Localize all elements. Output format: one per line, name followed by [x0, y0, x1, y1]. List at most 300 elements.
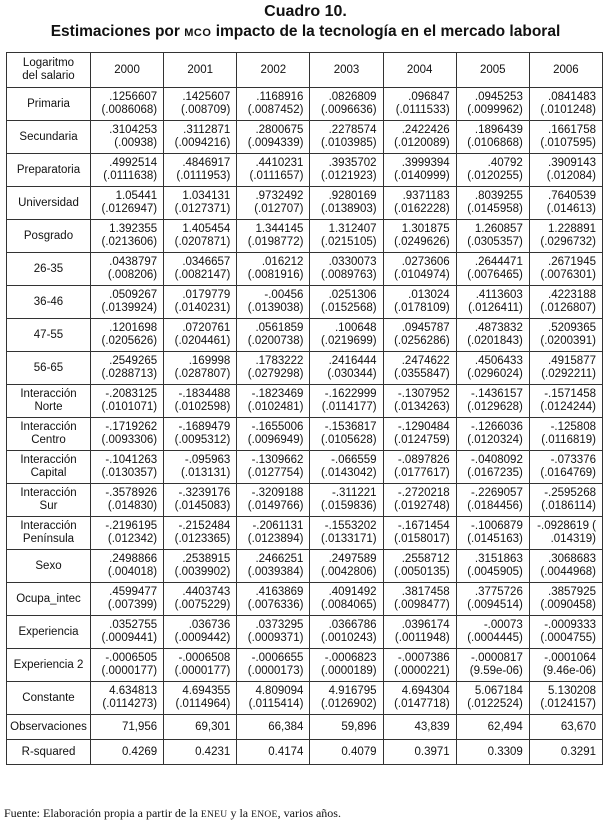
estimate-cell [529, 187, 602, 220]
standard-error: (.0095312) [174, 434, 231, 446]
standard-error: (.0010243) [320, 632, 377, 644]
coefficient: .0438797 [109, 256, 158, 268]
standard-error: (.0192748) [394, 500, 450, 512]
standard-error: (.0039902) [174, 566, 231, 578]
coefficient: -.1834488 [178, 388, 231, 400]
standard-error: (.0159836) [320, 500, 377, 512]
row-label [7, 649, 91, 682]
title-abbrev: MCO [184, 27, 212, 39]
coefficient: -.1553202 [324, 520, 377, 532]
coefficient: .013024 [408, 289, 450, 301]
standard-error: (.0200391) [540, 335, 596, 347]
estimate-cell [237, 451, 310, 484]
standard-error: (.0127371) [174, 203, 231, 215]
estimate-cell [529, 451, 602, 484]
row-label-line: Constante [22, 691, 75, 704]
coefficient: .4506433 [474, 355, 523, 367]
year-header: 2006 [529, 53, 602, 88]
coefficient: -.1719262 [105, 421, 158, 433]
standard-error: (.0122524) [467, 698, 523, 710]
table-row [7, 616, 603, 649]
row-label-line: Preparatoria [16, 163, 81, 176]
stat-value: 63,670 [529, 715, 602, 740]
row-label [7, 187, 91, 220]
estimate-cell [529, 154, 602, 187]
coefficient: .1201698 [109, 322, 158, 334]
standard-error: (.0004755) [540, 632, 596, 644]
stat-label: Observaciones [7, 715, 91, 740]
estimate-cell [310, 121, 383, 154]
estimate-cell [529, 484, 602, 517]
standard-error: (.030344) [327, 368, 377, 380]
standard-error: (.012342) [107, 533, 158, 545]
coefficient: -.1006879 [471, 520, 523, 532]
standard-error: (.004018) [107, 566, 158, 578]
coefficient: 4.694304 [401, 685, 450, 697]
coefficient: .0561859 [255, 322, 304, 334]
standard-error: (.0145163) [467, 533, 523, 545]
coefficient: -.2196195 [105, 520, 158, 532]
estimate-cell [529, 121, 602, 154]
table-title [0, 22, 611, 43]
coefficient: .4091492 [328, 586, 377, 598]
coefficient: .3112871 [183, 124, 231, 136]
coefficient: 1.301875 [401, 223, 450, 235]
estimate-cell [237, 649, 310, 682]
table-row [7, 517, 603, 550]
coefficient: .0826809 [328, 91, 377, 103]
estimate-cell [529, 352, 602, 385]
table-row [7, 418, 603, 451]
stat-value: 0.4231 [164, 740, 237, 765]
coefficient: -.2152484 [178, 520, 231, 532]
estimate-cell [310, 649, 383, 682]
standard-error: (.0158017) [394, 533, 450, 545]
estimate-cell [237, 154, 310, 187]
estimate-cell [529, 385, 602, 418]
row-label-line: Ocupa_intec [16, 592, 81, 605]
coefficient: .4410231 [255, 157, 304, 169]
estimate-cell [383, 253, 456, 286]
stat-row [7, 740, 603, 765]
standard-error: (.0009441) [101, 632, 158, 644]
standard-error: (.00938) [114, 137, 158, 149]
coefficient: .0273606 [401, 256, 450, 268]
row-label [7, 253, 91, 286]
coefficient: .0373295 [255, 619, 304, 631]
coefficient: 1.05441 [115, 190, 158, 202]
estimate-cell [237, 484, 310, 517]
standard-error: (.0111953) [176, 170, 231, 182]
standard-error: (.0162228) [394, 203, 450, 215]
standard-error: (.008709) [181, 104, 231, 116]
estimate-cell [164, 385, 237, 418]
coefficient: -.0000817 [471, 652, 523, 664]
standard-error: (.0147718) [394, 698, 450, 710]
coefficient: -.1622999 [324, 388, 377, 400]
standard-error: (.0009442) [174, 632, 231, 644]
stat-value: 0.4079 [310, 740, 383, 765]
estimate-cell [237, 187, 310, 220]
row-label [7, 418, 91, 451]
estimate-cell [164, 187, 237, 220]
standard-error: (.0000177) [101, 665, 158, 677]
year-header: 2003 [310, 53, 383, 88]
standard-error: (.0107595) [540, 137, 596, 149]
standard-error: (.0087452) [247, 104, 304, 116]
estimate-cell [91, 550, 164, 583]
estimate-cell [456, 253, 529, 286]
estimate-cell [456, 682, 529, 715]
standard-error: (.0292211) [541, 368, 596, 380]
year-header: 2002 [237, 53, 310, 88]
source-abbrev-2: ENOE [251, 810, 278, 820]
standard-error: (.0140231) [174, 302, 231, 314]
standard-error: (.0114177) [321, 401, 377, 413]
coefficient: .4223188 [548, 289, 596, 301]
coefficient: -.3578926 [105, 487, 158, 499]
coefficient: -.0006508 [178, 652, 231, 664]
standard-error: (.0076336) [247, 599, 304, 611]
estimate-cell [91, 154, 164, 187]
standard-error: (.0296732) [540, 236, 596, 248]
standard-error: (.0094216) [174, 137, 231, 149]
standard-error: (.0178109) [394, 302, 450, 314]
coefficient: .3857925 [548, 586, 596, 598]
standard-error: (.0104974) [394, 269, 450, 281]
standard-error: (.0120089) [394, 137, 450, 149]
standard-error: (.0126902) [320, 698, 377, 710]
estimate-cell [164, 154, 237, 187]
row-label-line: Secundaria [19, 130, 78, 143]
coefficient: -.1571458 [544, 388, 596, 400]
coefficient: -.2720218 [397, 487, 450, 499]
row-label-line: Península [22, 533, 75, 545]
row-label [7, 319, 91, 352]
coefficient: 5.130208 [548, 685, 596, 697]
table-row [7, 352, 603, 385]
coefficient: .3151863 [474, 553, 523, 565]
estimate-cell [529, 550, 602, 583]
estimate-cell [456, 121, 529, 154]
coefficient: -.1290484 [397, 421, 450, 433]
estimate-cell [383, 154, 456, 187]
standard-error: (.0288713) [101, 368, 158, 380]
coefficient: -.125808 [550, 421, 596, 433]
coefficient: 4.809094 [255, 685, 304, 697]
coefficient: .2278574 [328, 124, 377, 136]
table-number: Cuadro 10. [264, 3, 347, 20]
estimate-cell [91, 220, 164, 253]
estimate-cell [91, 253, 164, 286]
estimate-cell [529, 220, 602, 253]
estimate-cell [529, 649, 602, 682]
standard-error: (.0140999) [394, 170, 450, 182]
standard-error: (.0094514) [467, 599, 523, 611]
coefficient: .2422426 [401, 124, 450, 136]
row-label [7, 385, 91, 418]
estimate-cell [456, 649, 529, 682]
estimate-cell [91, 517, 164, 550]
estimate-cell [456, 352, 529, 385]
standard-error: (.0090458) [540, 599, 596, 611]
estimate-cell [237, 385, 310, 418]
estimate-cell [164, 451, 237, 484]
estimate-cell [310, 616, 383, 649]
estimate-cell [91, 649, 164, 682]
coefficient: .3068683 [548, 553, 596, 565]
coefficient: -.066559 [331, 454, 377, 466]
row-label-line: Experiencia 2 [13, 658, 84, 671]
row-label-line: Sexo [35, 559, 62, 572]
row-label-line: Interacción [20, 388, 77, 400]
coefficient: .036736 [188, 619, 231, 631]
standard-error: (.0129628) [467, 401, 523, 413]
coefficient: 1.405454 [182, 223, 231, 235]
coefficient: -.2269057 [471, 487, 523, 499]
table-row [7, 550, 603, 583]
coefficient: .4915877 [548, 355, 596, 367]
coefficient: -.1536817 [324, 421, 377, 433]
standard-error: (.0082147) [174, 269, 231, 281]
standard-error: (.0130357) [101, 467, 158, 479]
estimate-cell [237, 88, 310, 121]
estimate-cell [456, 550, 529, 583]
estimate-cell [456, 616, 529, 649]
standard-error: (.0050135) [394, 566, 450, 578]
table-row [7, 154, 603, 187]
coefficient: .8039255 [474, 190, 523, 202]
standard-error: (.0215105) [320, 236, 377, 248]
standard-error: (.0149766) [247, 500, 304, 512]
standard-error: (.0101248) [540, 104, 596, 116]
standard-error: (.0081916) [247, 269, 304, 281]
coefficient: .2466251 [255, 553, 304, 565]
year-header: 2000 [91, 53, 164, 88]
coefficient: .0346657 [182, 256, 231, 268]
standard-error: (.014830) [107, 500, 158, 512]
estimate-cell [164, 517, 237, 550]
standard-error: (.0105628) [320, 434, 377, 446]
table-row [7, 319, 603, 352]
standard-error: (.0249626) [394, 236, 450, 248]
source-pre: Fuente: Elaboración propia a partir de la [4, 806, 201, 820]
coefficient: 5.067184 [474, 685, 523, 697]
coefficient: -.095963 [184, 454, 231, 466]
estimate-cell [310, 451, 383, 484]
estimate-cell [456, 88, 529, 121]
coefficient: .1661758 [548, 124, 596, 136]
estimate-cell [237, 583, 310, 616]
coefficient: .1783222 [255, 355, 304, 367]
coefficient: -.0009333 [544, 619, 596, 631]
estimate-cell [456, 385, 529, 418]
estimate-cell [164, 88, 237, 121]
standard-error: (.0089763) [320, 269, 377, 281]
stat-value: 59,896 [310, 715, 383, 740]
coefficient: -.1689479 [178, 421, 231, 433]
coefficient: .0945253 [474, 91, 523, 103]
table-row [7, 253, 603, 286]
coefficient: .0330073 [328, 256, 377, 268]
coefficient: .096847 [408, 91, 450, 103]
standard-error: (9.59e-06) [469, 665, 523, 677]
standard-error: (.0114273) [102, 698, 158, 710]
stat-label: R-squared [7, 740, 91, 765]
estimate-cell [164, 649, 237, 682]
coefficient: -.1041263 [105, 454, 158, 466]
standard-error: (.0355847) [394, 368, 450, 380]
standard-error: (.0099962) [467, 104, 523, 116]
standard-error: (.0098477) [394, 599, 450, 611]
standard-error: (.0121923) [320, 170, 377, 182]
estimate-cell [456, 220, 529, 253]
coefficient: -.311221 [332, 487, 377, 499]
coefficient: 1.034131 [182, 190, 231, 202]
standard-error: (.0287807) [174, 368, 231, 380]
standard-error: (.0167235) [467, 467, 523, 479]
row-label [7, 682, 91, 715]
coefficient: -.3209188 [251, 487, 304, 499]
coefficient: .4113603 [475, 289, 523, 301]
standard-error: (.0296024) [467, 368, 523, 380]
standard-error: (.014613) [546, 203, 596, 215]
standard-error: (.0198772) [247, 236, 304, 248]
standard-error: (.0084065) [320, 599, 377, 611]
estimate-cell [383, 352, 456, 385]
estimate-cell [164, 121, 237, 154]
standard-error: (.0102481) [247, 401, 304, 413]
estimate-cell [310, 88, 383, 121]
estimate-cell [237, 253, 310, 286]
stat-value: 69,301 [164, 715, 237, 740]
standard-error: (.0124759) [394, 434, 450, 446]
coefficient: .169998 [188, 355, 231, 367]
standard-error: (.0000177) [174, 665, 231, 677]
standard-error: (.0205626) [101, 335, 158, 347]
estimate-cell [237, 517, 310, 550]
table-row [7, 121, 603, 154]
estimate-cell [164, 220, 237, 253]
row-label [7, 451, 91, 484]
estimate-cell [164, 253, 237, 286]
coefficient: -.0007386 [397, 652, 450, 664]
row-label [7, 121, 91, 154]
standard-error: (.0111533) [395, 104, 450, 116]
estimate-cell [310, 286, 383, 319]
standard-error: (.0039384) [247, 566, 304, 578]
coefficient: -.2061131 [252, 520, 304, 532]
coefficient: .0396174 [401, 619, 450, 631]
standard-error: (.0115414) [248, 698, 304, 710]
coefficient: .0366786 [328, 619, 377, 631]
estimate-cell [91, 88, 164, 121]
title-text-post: impacto de la tecnología en el mercado laboral [211, 23, 561, 40]
estimate-cell [383, 550, 456, 583]
row-label-line: Primaria [27, 97, 70, 110]
standard-error: (.0000189) [320, 665, 377, 677]
table-row [7, 220, 603, 253]
standard-error: (.0111638) [103, 170, 158, 182]
standard-error: (.0114964) [175, 698, 231, 710]
table-row [7, 649, 603, 682]
standard-error: (.0126807) [540, 302, 596, 314]
estimate-cell [310, 385, 383, 418]
standard-error: (.0076301) [540, 269, 596, 281]
estimate-cell [310, 187, 383, 220]
estimate-cell [91, 616, 164, 649]
coefficient: .4992514 [109, 157, 158, 169]
year-header: 2004 [383, 53, 456, 88]
row-label-line: Interacción [20, 421, 77, 433]
standard-error: (.0111657) [249, 170, 304, 182]
row-label [7, 352, 91, 385]
coefficient: .2416444 [328, 355, 377, 367]
coefficient: .2474622 [401, 355, 450, 367]
estimate-cell [164, 286, 237, 319]
stat-value: 0.4174 [237, 740, 310, 765]
standard-error: (.013131) [181, 467, 231, 479]
estimate-cell [164, 682, 237, 715]
row-label-line: Norte [34, 401, 63, 413]
row-label [7, 286, 91, 319]
standard-error: (.0164769) [540, 467, 596, 479]
estimate-cell [91, 187, 164, 220]
estimate-cell [91, 385, 164, 418]
coefficient: -.0928619 ( [537, 520, 596, 532]
table-row [7, 682, 603, 715]
row-label [7, 616, 91, 649]
standard-error: (.0139924) [101, 302, 158, 314]
row-label [7, 583, 91, 616]
header-label-line1: Logaritmo [22, 57, 75, 69]
standard-error: (.0011948) [394, 632, 450, 644]
standard-error: (.0219699) [320, 335, 377, 347]
estimate-cell [91, 418, 164, 451]
standard-error: (.0143042) [320, 467, 377, 479]
coefficient: .3909143 [548, 157, 596, 169]
standard-error: (.012707) [254, 203, 304, 215]
coefficient: -.2595268 [544, 487, 596, 499]
estimate-cell [529, 286, 602, 319]
row-label-line: 36-46 [33, 295, 64, 308]
standard-error: (.0126947) [101, 203, 158, 215]
standard-error: (.0004445) [467, 632, 523, 644]
standard-error: (.0152568) [320, 302, 377, 314]
estimate-cell [310, 154, 383, 187]
coefficient: 1.228891 [548, 223, 596, 235]
row-label [7, 550, 91, 583]
estimate-cell [456, 319, 529, 352]
coefficient: .3817458 [401, 586, 450, 598]
estimate-cell [237, 220, 310, 253]
estimate-cell [383, 385, 456, 418]
estimate-cell [91, 286, 164, 319]
stat-value: 0.4269 [91, 740, 164, 765]
coefficient: .2549265 [109, 355, 158, 367]
coefficient: .1256607 [109, 91, 158, 103]
standard-error: (.0102598) [174, 401, 231, 413]
estimate-cell [310, 253, 383, 286]
estimate-cell [456, 418, 529, 451]
estimate-cell [310, 484, 383, 517]
standard-error: (.0000221) [394, 665, 450, 677]
coefficient: 1.344145 [255, 223, 304, 235]
standard-error: (.007399) [107, 599, 158, 611]
estimate-cell [237, 121, 310, 154]
coefficient: -.073376 [550, 454, 596, 466]
coefficient: -.1309662 [251, 454, 304, 466]
